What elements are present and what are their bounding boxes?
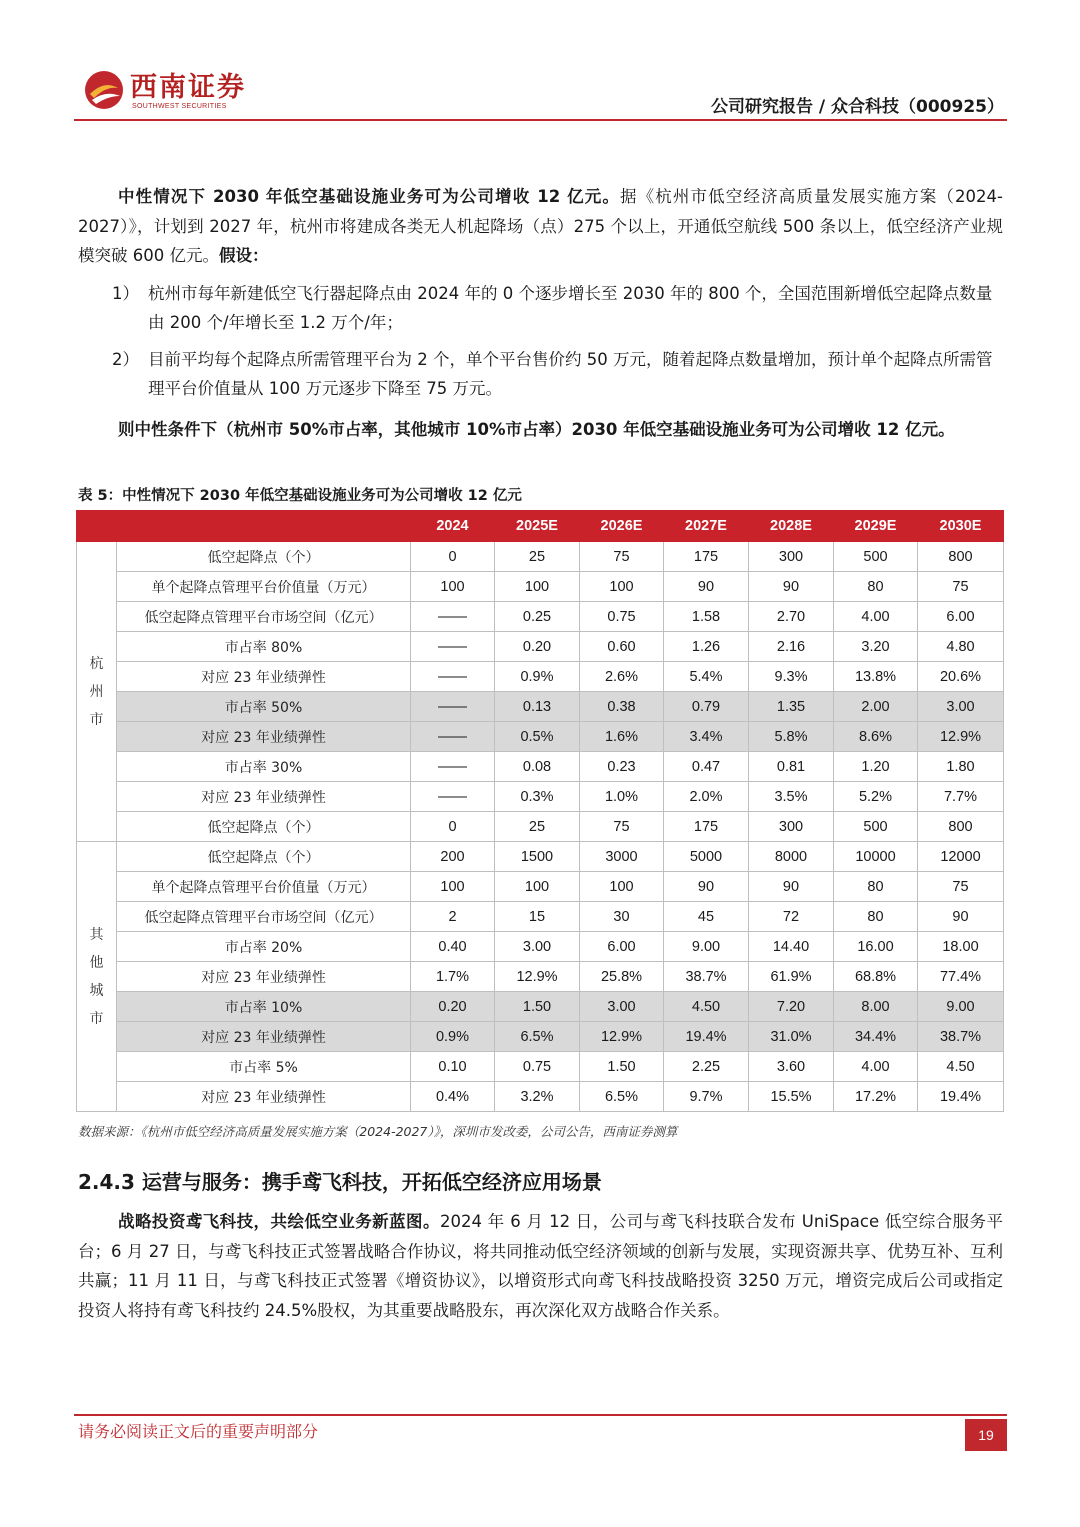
assumption-item — [112, 345, 1002, 403]
header-divider — [74, 119, 1007, 121]
assumption-number: 1） — [112, 284, 139, 303]
table-cell: 2.6% — [580, 662, 664, 692]
table-row — [77, 782, 1004, 812]
table-cell: 500 — [834, 812, 918, 842]
year-header: 2027E — [664, 511, 749, 542]
table-cell: 1.26 — [664, 632, 749, 662]
table-cell: 75 — [580, 542, 664, 572]
table-cell: 19.4% — [664, 1022, 749, 1052]
table-cell: 16.00 — [834, 932, 918, 962]
assumption-item — [112, 279, 1002, 337]
table-cell: 3.20 — [834, 632, 918, 662]
table-cell: 80 — [834, 572, 918, 602]
section-body: 2024 年 6 月 12 日，公司与鸢飞科技联合发布 UniSpace 低空综合服务平台；6 月 27 日，与鸢飞科技正式签署战略合作协议，将共同推动低空经济领域的创新与发展，实现资源共享、优势互补、互利共赢；11 月 11 日，与鸢飞科技正式签署《增资协议》，以增资形式向鸢飞科技战略投资 3250 万元，增资完成后公司或指定投资人将持有鸢飞科技约 24.5%股权，为其重要战略股东，再次深化双方战略合作关系。 — [78, 1212, 1003, 1320]
table-cell: 1.0% — [580, 782, 664, 812]
table-cell: 3000 — [580, 842, 664, 872]
row-label: 市占率 30% — [117, 752, 411, 782]
intro-lead: 中性情况下 2030 年低空基础设施业务可为公司增收 12 亿元。 — [118, 187, 620, 206]
table-cell: 100 — [495, 872, 580, 902]
table-cell: 30 — [580, 902, 664, 932]
table-cell: 6.5% — [580, 1082, 664, 1112]
table-cell: 2.00 — [834, 692, 918, 722]
table-cell: 17.2% — [834, 1082, 918, 1112]
table-cell: 5000 — [664, 842, 749, 872]
table-cell: —— — [411, 602, 495, 632]
table-row — [77, 1082, 1004, 1112]
table-cell: 68.8% — [834, 962, 918, 992]
table-row — [77, 632, 1004, 662]
table-cell: 1.58 — [664, 602, 749, 632]
table-row — [77, 992, 1004, 1022]
table-cell: 7.7% — [918, 782, 1004, 812]
table-cell: 8000 — [749, 842, 834, 872]
section-paragraph — [78, 1207, 1003, 1325]
table-row — [77, 1052, 1004, 1082]
table-cell: 0.08 — [495, 752, 580, 782]
logo-subtitle: SOUTHWEST SECURITIES — [132, 103, 227, 110]
table-cell: 1.80 — [918, 752, 1004, 782]
table-row — [77, 662, 1004, 692]
table-cell: —— — [411, 722, 495, 752]
table-cell: 61.9% — [749, 962, 834, 992]
table-row — [77, 692, 1004, 722]
table-cell: 90 — [749, 872, 834, 902]
table-cell: 75 — [580, 812, 664, 842]
table-cell: 3.00 — [495, 932, 580, 962]
table-cell: 100 — [580, 872, 664, 902]
table-cell: 100 — [411, 872, 495, 902]
row-label: 对应 23 年业绩弹性 — [117, 962, 411, 992]
table-cell: 31.0% — [749, 1022, 834, 1052]
table-cell: 2.70 — [749, 602, 834, 632]
table-cell: 12.9% — [918, 722, 1004, 752]
intro-tail: 假设： — [218, 246, 269, 265]
table-cell: 0.40 — [411, 932, 495, 962]
table-cell: 90 — [664, 572, 749, 602]
table-row — [77, 902, 1004, 932]
table-cell: 0 — [411, 542, 495, 572]
table-cell: 75 — [918, 572, 1004, 602]
table-cell: 100 — [580, 572, 664, 602]
table-cell: 2.25 — [664, 1052, 749, 1082]
table-cell: 1.50 — [580, 1052, 664, 1082]
table-cell: 2 — [411, 902, 495, 932]
forecast-table — [76, 510, 1004, 1112]
table-cell: 3.00 — [918, 692, 1004, 722]
row-label: 低空起降点（个） — [117, 542, 411, 572]
table-cell: 1500 — [495, 842, 580, 872]
row-label: 对应 23 年业绩弹性 — [117, 1082, 411, 1112]
table-row — [77, 722, 1004, 752]
table-cell: 6.00 — [580, 932, 664, 962]
table-cell: 0.20 — [495, 632, 580, 662]
table-row — [77, 932, 1004, 962]
table-cell: 12.9% — [580, 1022, 664, 1052]
table-cell: 0.25 — [495, 602, 580, 632]
page-number: 19 — [965, 1419, 1007, 1451]
table-cell: 15.5% — [749, 1082, 834, 1112]
row-label: 对应 23 年业绩弹性 — [117, 782, 411, 812]
table-cell: 0.5% — [495, 722, 580, 752]
table-cell: 90 — [664, 872, 749, 902]
row-label: 单个起降点管理平台价值量（万元） — [117, 572, 411, 602]
row-label: 低空起降点管理平台市场空间（亿元） — [117, 602, 411, 632]
table-cell: 8.6% — [834, 722, 918, 752]
footer-disclaimer: 请务必阅读正文后的重要声明部分 — [78, 1422, 319, 1441]
table-cell: 5.4% — [664, 662, 749, 692]
table-cell: 34.4% — [834, 1022, 918, 1052]
table-cell: 4.00 — [834, 602, 918, 632]
row-label: 市占率 50% — [117, 692, 411, 722]
table-cell: 300 — [749, 812, 834, 842]
table-row — [77, 1022, 1004, 1052]
table-cell: 6.00 — [918, 602, 1004, 632]
table-cell: 3.4% — [664, 722, 749, 752]
table-cell: —— — [411, 752, 495, 782]
logo-emblem-icon — [84, 70, 124, 110]
row-label: 市占率 20% — [117, 932, 411, 962]
row-label: 市占率 5% — [117, 1052, 411, 1082]
table-row — [77, 572, 1004, 602]
table-cell: 800 — [918, 812, 1004, 842]
table-cell: 800 — [918, 542, 1004, 572]
table-cell: 0.3% — [495, 782, 580, 812]
table-cell: 1.7% — [411, 962, 495, 992]
table-cell: 1.6% — [580, 722, 664, 752]
table-cell: 175 — [664, 542, 749, 572]
table-cell: 38.7% — [918, 1022, 1004, 1052]
table-cell: 0.9% — [495, 662, 580, 692]
table-cell: 18.00 — [918, 932, 1004, 962]
year-header: 2026E — [580, 511, 664, 542]
intro-paragraph — [78, 182, 1003, 271]
table-cell: 90 — [749, 572, 834, 602]
table-cell: 100 — [495, 572, 580, 602]
table-cell: 13.8% — [834, 662, 918, 692]
table-cell: 90 — [918, 902, 1004, 932]
table-cell: 0.60 — [580, 632, 664, 662]
table-cell: 75 — [918, 872, 1004, 902]
report-title: 公司研究报告 / 众合科技（000925） — [710, 97, 1004, 117]
table-cell: 3.00 — [580, 992, 664, 1022]
year-header: 2028E — [749, 511, 834, 542]
row-label: 单个起降点管理平台价值量（万元） — [117, 872, 411, 902]
assumption-text: 杭州市每年新建低空飞行器起降点由 2024 年的 0 个逐步增长至 2030 年的 800 个，全国范围新增低空起降点数量由 200 个/年增长至 1.2 万个/年； — [148, 284, 993, 332]
table-cell: 25 — [495, 542, 580, 572]
table-cell: 12000 — [918, 842, 1004, 872]
table-cell: 7.20 — [749, 992, 834, 1022]
year-header: 2029E — [834, 511, 918, 542]
section-heading: 2.4.3 运营与服务：携手鸢飞科技，开拓低空经济应用场景 — [78, 1170, 602, 1194]
table-cell: 0.23 — [580, 752, 664, 782]
table-cell: 4.50 — [918, 1052, 1004, 1082]
table-cell: 0 — [411, 812, 495, 842]
table-cell: 0.20 — [411, 992, 495, 1022]
assumption-number: 2） — [112, 350, 139, 369]
table-cell: 500 — [834, 542, 918, 572]
table-cell: 6.5% — [495, 1022, 580, 1052]
table-cell: 1.35 — [749, 692, 834, 722]
table-cell: 0.4% — [411, 1082, 495, 1112]
table-caption: 表 5：中性情况下 2030 年低空基础设施业务可为公司增收 12 亿元 — [78, 488, 522, 504]
table-cell: 9.7% — [664, 1082, 749, 1112]
year-header: 2025E — [495, 511, 580, 542]
table-cell: 14.40 — [749, 932, 834, 962]
table-cell: —— — [411, 662, 495, 692]
table-cell: 72 — [749, 902, 834, 932]
table-row — [77, 842, 1004, 872]
year-header: 2024 — [411, 511, 495, 542]
table-cell: 10000 — [834, 842, 918, 872]
table-cell: 5.8% — [749, 722, 834, 752]
row-label: 低空起降点（个） — [117, 842, 411, 872]
table-cell: 0.75 — [495, 1052, 580, 1082]
table-cell: 9.3% — [749, 662, 834, 692]
year-header: 2030E — [918, 511, 1004, 542]
table-cell: 1.50 — [495, 992, 580, 1022]
table-cell: 8.00 — [834, 992, 918, 1022]
table-cell: 38.7% — [664, 962, 749, 992]
table-cell: 300 — [749, 542, 834, 572]
table-cell: 5.2% — [834, 782, 918, 812]
table-row — [77, 602, 1004, 632]
group-label: 杭州市 — [77, 542, 117, 842]
table-cell: 19.4% — [918, 1082, 1004, 1112]
table-cell: 2.16 — [749, 632, 834, 662]
table-cell: 0.38 — [580, 692, 664, 722]
table-cell: 3.60 — [749, 1052, 834, 1082]
table-cell: —— — [411, 632, 495, 662]
assumption-text: 目前平均每个起降点所需管理平台为 2 个，单个平台售价约 50 万元，随着起降点数量增加，预计单个起降点所需管理平台价值量从 100 万元逐步下降至 75 万元。 — [148, 350, 993, 398]
table-cell: 20.6% — [918, 662, 1004, 692]
row-label: 市占率 10% — [117, 992, 411, 1022]
table-cell: 12.9% — [495, 962, 580, 992]
table-cell: 0.10 — [411, 1052, 495, 1082]
table-cell: 4.80 — [918, 632, 1004, 662]
table-row — [77, 812, 1004, 842]
footer-divider — [74, 1414, 1007, 1416]
row-label: 市占率 80% — [117, 632, 411, 662]
table-cell: 0.47 — [664, 752, 749, 782]
table-cell: 175 — [664, 812, 749, 842]
table-body — [77, 542, 1004, 1112]
table-cell: 200 — [411, 842, 495, 872]
conclusion-paragraph: 则中性条件下（杭州市 50%市占率，其他城市 10%市占率）2030 年低空基础设施业务可为公司增收 12 亿元。 — [118, 420, 955, 439]
table-cell: 77.4% — [918, 962, 1004, 992]
table-cell: 3.2% — [495, 1082, 580, 1112]
table-cell: 0.13 — [495, 692, 580, 722]
table-cell: 25.8% — [580, 962, 664, 992]
row-label: 对应 23 年业绩弹性 — [117, 662, 411, 692]
table-cell: 9.00 — [664, 932, 749, 962]
table-header-row — [77, 511, 1004, 542]
table-cell: 4.00 — [834, 1052, 918, 1082]
group-label: 其他城市 — [77, 842, 117, 1112]
table-row — [77, 872, 1004, 902]
table-source: 数据来源：《杭州市低空经济高质量发展实施方案（2024-2027）》，深圳市发改委，公司公告，西南证券测算 — [78, 1124, 678, 1139]
table-cell: 0.79 — [664, 692, 749, 722]
table-cell: 9.00 — [918, 992, 1004, 1022]
logo-wordmark: 西南证券 — [130, 72, 246, 103]
table-cell: 25 — [495, 812, 580, 842]
table-cell: 45 — [664, 902, 749, 932]
table-cell: 0.81 — [749, 752, 834, 782]
table-row — [77, 962, 1004, 992]
table-cell: 0.9% — [411, 1022, 495, 1052]
table-cell: —— — [411, 692, 495, 722]
table-row — [77, 752, 1004, 782]
table-cell: 80 — [834, 872, 918, 902]
table-cell: 100 — [411, 572, 495, 602]
table-cell: 3.5% — [749, 782, 834, 812]
row-label: 低空起降点（个） — [117, 812, 411, 842]
row-label: 对应 23 年业绩弹性 — [117, 722, 411, 752]
header-blank — [117, 511, 411, 542]
table-cell: 0.75 — [580, 602, 664, 632]
table-cell: 4.50 — [664, 992, 749, 1022]
table-row — [77, 542, 1004, 572]
table-cell: 80 — [834, 902, 918, 932]
table-cell: 15 — [495, 902, 580, 932]
table-cell: 1.20 — [834, 752, 918, 782]
row-label: 对应 23 年业绩弹性 — [117, 1022, 411, 1052]
header-blank — [77, 511, 117, 542]
section-lead: 战略投资鸢飞科技，共绘低空业务新蓝图。 — [118, 1212, 440, 1231]
table-cell: 2.0% — [664, 782, 749, 812]
intro-body: 据《杭州市低空经济高质量发展实施方案（2024-2027）》，计划到 2027 年，杭州市将建成各类无人机起降场（点）275 个以上，开通低空航线 500 条以上，低空经济产业规模突破 600 亿元。 — [78, 187, 1003, 265]
row-label: 低空起降点管理平台市场空间（亿元） — [117, 902, 411, 932]
table-cell: —— — [411, 782, 495, 812]
